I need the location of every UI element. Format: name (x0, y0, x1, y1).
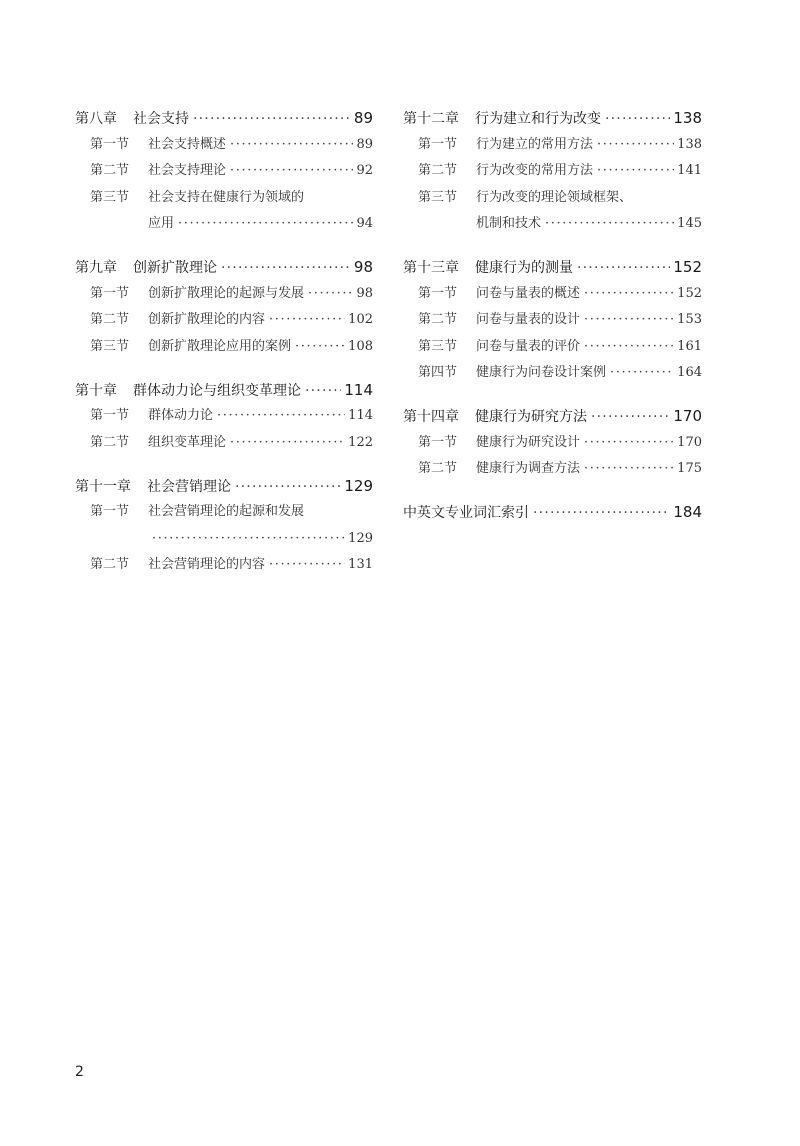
chapter-page-number: 170 (673, 407, 702, 425)
dot-leader (193, 106, 351, 133)
section-title: 社会营销理论的起源和发展 (148, 504, 305, 519)
section-page-number: 153 (677, 312, 702, 327)
chapter-number: 第十三章 (403, 260, 459, 276)
chapter-title: 社会支持 (133, 111, 189, 127)
dot-leader (605, 106, 670, 133)
chapter-block (75, 105, 373, 238)
dot-leader (597, 132, 674, 159)
section-entry (75, 158, 373, 185)
dot-leader (584, 334, 674, 361)
chapter-title: 健康行为研究方法 (475, 409, 587, 425)
section-title: 创新扩散理论应用的案例 (148, 338, 292, 354)
section-entry (403, 334, 702, 361)
section-page-number: 94 (356, 216, 373, 231)
section-entry (403, 456, 702, 483)
section-page-number: 145 (677, 216, 702, 231)
section-title: 创新扩散理论的起源与发展 (148, 285, 305, 301)
page-number: 2 (75, 1064, 84, 1080)
section-number: 第二节 (90, 163, 130, 178)
chapter-page-number: 98 (353, 258, 373, 276)
section-title-continuation: 应用 (148, 216, 175, 231)
section-entry (75, 430, 373, 457)
chapter-title: 创新扩散理论 (133, 260, 217, 276)
section-number: 第三节 (90, 338, 130, 354)
section-number: 第一节 (418, 434, 458, 450)
chapter-entry (75, 377, 373, 404)
chapter-block (403, 254, 702, 387)
chapter-page-number: 129 (344, 476, 373, 495)
dot-leader (269, 552, 345, 579)
section-number: 第一节 (90, 408, 130, 423)
dot-leader (217, 403, 345, 430)
section-page-number: 131 (348, 557, 373, 572)
dot-leader (584, 307, 674, 334)
section-number: 第四节 (418, 365, 458, 380)
dot-leader (305, 378, 341, 405)
dot-leader (584, 430, 674, 457)
section-entry (403, 158, 702, 185)
chapter-block (75, 473, 373, 579)
section-title: 行为改变的常用方法 (476, 163, 594, 178)
dot-leader (269, 307, 345, 334)
chapter-page-number: 152 (673, 258, 702, 276)
section-page-number: 114 (348, 408, 373, 423)
section-page-number: 175 (677, 461, 702, 476)
section-title: 行为建立的常用方法 (476, 136, 594, 152)
dot-leader (610, 360, 674, 387)
section-number: 第三节 (90, 189, 130, 205)
chapter-block (403, 105, 702, 238)
dot-leader (152, 526, 345, 553)
dot-leader (178, 211, 353, 238)
chapter-page-number: 114 (344, 380, 373, 399)
section-title-continuation: 机制和技术 (476, 216, 542, 231)
section-entry (403, 430, 702, 457)
section-title: 社会支持理论 (148, 163, 227, 178)
dot-leader (533, 500, 670, 527)
dot-leader (584, 281, 674, 308)
section-number: 第三节 (418, 189, 458, 205)
section-page-number: 152 (677, 285, 702, 301)
chapter-title: 群体动力论与组织变革理论 (133, 382, 301, 399)
chapter-number: 第九章 (75, 260, 117, 276)
chapter-title: 健康行为的测量 (475, 260, 573, 276)
section-number: 第一节 (90, 285, 130, 301)
section-page-number: 102 (348, 312, 373, 327)
section-title: 群体动力论 (148, 408, 214, 423)
section-title: 问卷与量表的评价 (476, 338, 581, 354)
chapter-entry (75, 473, 373, 500)
section-entry (75, 185, 373, 212)
section-number: 第一节 (418, 285, 458, 301)
section-page-number: 170 (677, 434, 702, 450)
chapter-title: 中英文专业词汇索引 (403, 505, 529, 521)
section-number: 第一节 (90, 136, 130, 152)
section-title: 社会支持概述 (148, 136, 227, 152)
section-page-number: 92 (356, 163, 373, 178)
section-number: 第二节 (418, 163, 458, 178)
section-title: 社会营销理论的内容 (148, 557, 266, 572)
section-page-number: 98 (356, 285, 373, 301)
dot-leader (230, 430, 345, 457)
chapter-block (75, 254, 373, 360)
chapter-page-number: 89 (353, 109, 373, 127)
section-number: 第一节 (90, 504, 130, 519)
chapter-entry (403, 499, 702, 526)
toc-left-column (75, 105, 373, 595)
dot-leader (597, 158, 674, 185)
section-entry (403, 132, 702, 159)
chapter-entry (75, 105, 373, 132)
dot-leader (295, 334, 345, 361)
chapter-block (403, 499, 702, 526)
section-entry (403, 360, 702, 387)
chapter-number: 第十二章 (403, 111, 459, 127)
chapter-number: 第十四章 (403, 409, 459, 425)
chapter-entry (75, 254, 373, 281)
section-page-number: 108 (348, 338, 373, 354)
chapter-number: 第十章 (75, 382, 117, 399)
section-number: 第二节 (418, 461, 458, 476)
dot-leader (235, 474, 341, 501)
section-entry (75, 552, 373, 579)
chapter-block (75, 377, 373, 457)
chapter-title: 社会营销理论 (147, 478, 231, 495)
section-title: 问卷与量表的概述 (476, 285, 581, 301)
section-entry (75, 334, 373, 361)
chapter-number: 第八章 (75, 111, 117, 127)
section-page-number: 138 (677, 136, 702, 152)
section-entry-continuation (75, 211, 373, 238)
dot-leader (584, 456, 674, 483)
section-title: 健康行为问卷设计案例 (476, 365, 607, 380)
section-number: 第二节 (90, 312, 130, 327)
section-entry (403, 307, 702, 334)
section-entry-continuation (403, 211, 702, 238)
section-number: 第二节 (90, 557, 130, 572)
section-number: 第一节 (418, 136, 458, 152)
section-title: 健康行为研究设计 (476, 434, 581, 450)
section-title: 组织变革理论 (148, 434, 227, 450)
section-title: 健康行为调查方法 (476, 461, 581, 476)
chapter-block (403, 403, 702, 483)
section-title: 社会支持在健康行为领域的 (148, 189, 305, 205)
dot-leader (591, 404, 670, 431)
chapter-entry (403, 403, 702, 430)
section-entry (75, 281, 373, 308)
section-entry (75, 307, 373, 334)
section-title: 行为改变的理论领域框架、 (476, 189, 633, 205)
chapter-page-number: 138 (673, 109, 702, 127)
section-page-number: 122 (348, 434, 373, 450)
section-entry-continuation (75, 526, 373, 553)
toc-right-column (403, 105, 702, 542)
section-page-number: 89 (356, 136, 373, 152)
dot-leader (577, 255, 670, 282)
section-entry (403, 185, 702, 212)
section-number: 第二节 (418, 312, 458, 327)
dot-leader (230, 132, 353, 159)
section-number: 第三节 (418, 338, 458, 354)
section-entry (75, 132, 373, 159)
dot-leader (230, 158, 353, 185)
dot-leader (221, 255, 351, 282)
dot-leader (308, 281, 353, 308)
section-title: 创新扩散理论的内容 (148, 312, 266, 327)
section-page-number: 141 (677, 163, 702, 178)
section-title: 问卷与量表的设计 (476, 312, 581, 327)
section-page-number: 164 (677, 365, 702, 380)
section-entry (75, 499, 373, 526)
section-entry (403, 281, 702, 308)
section-page-number: 161 (677, 338, 702, 354)
chapter-page-number: 184 (673, 503, 702, 521)
section-entry (75, 403, 373, 430)
section-page-number: 129 (348, 530, 373, 546)
dot-leader (545, 211, 674, 238)
section-number: 第二节 (90, 434, 130, 450)
chapter-entry (403, 254, 702, 281)
chapter-title: 行为建立和行为改变 (475, 111, 601, 127)
chapter-number: 第十一章 (75, 478, 131, 495)
chapter-entry (403, 105, 702, 132)
